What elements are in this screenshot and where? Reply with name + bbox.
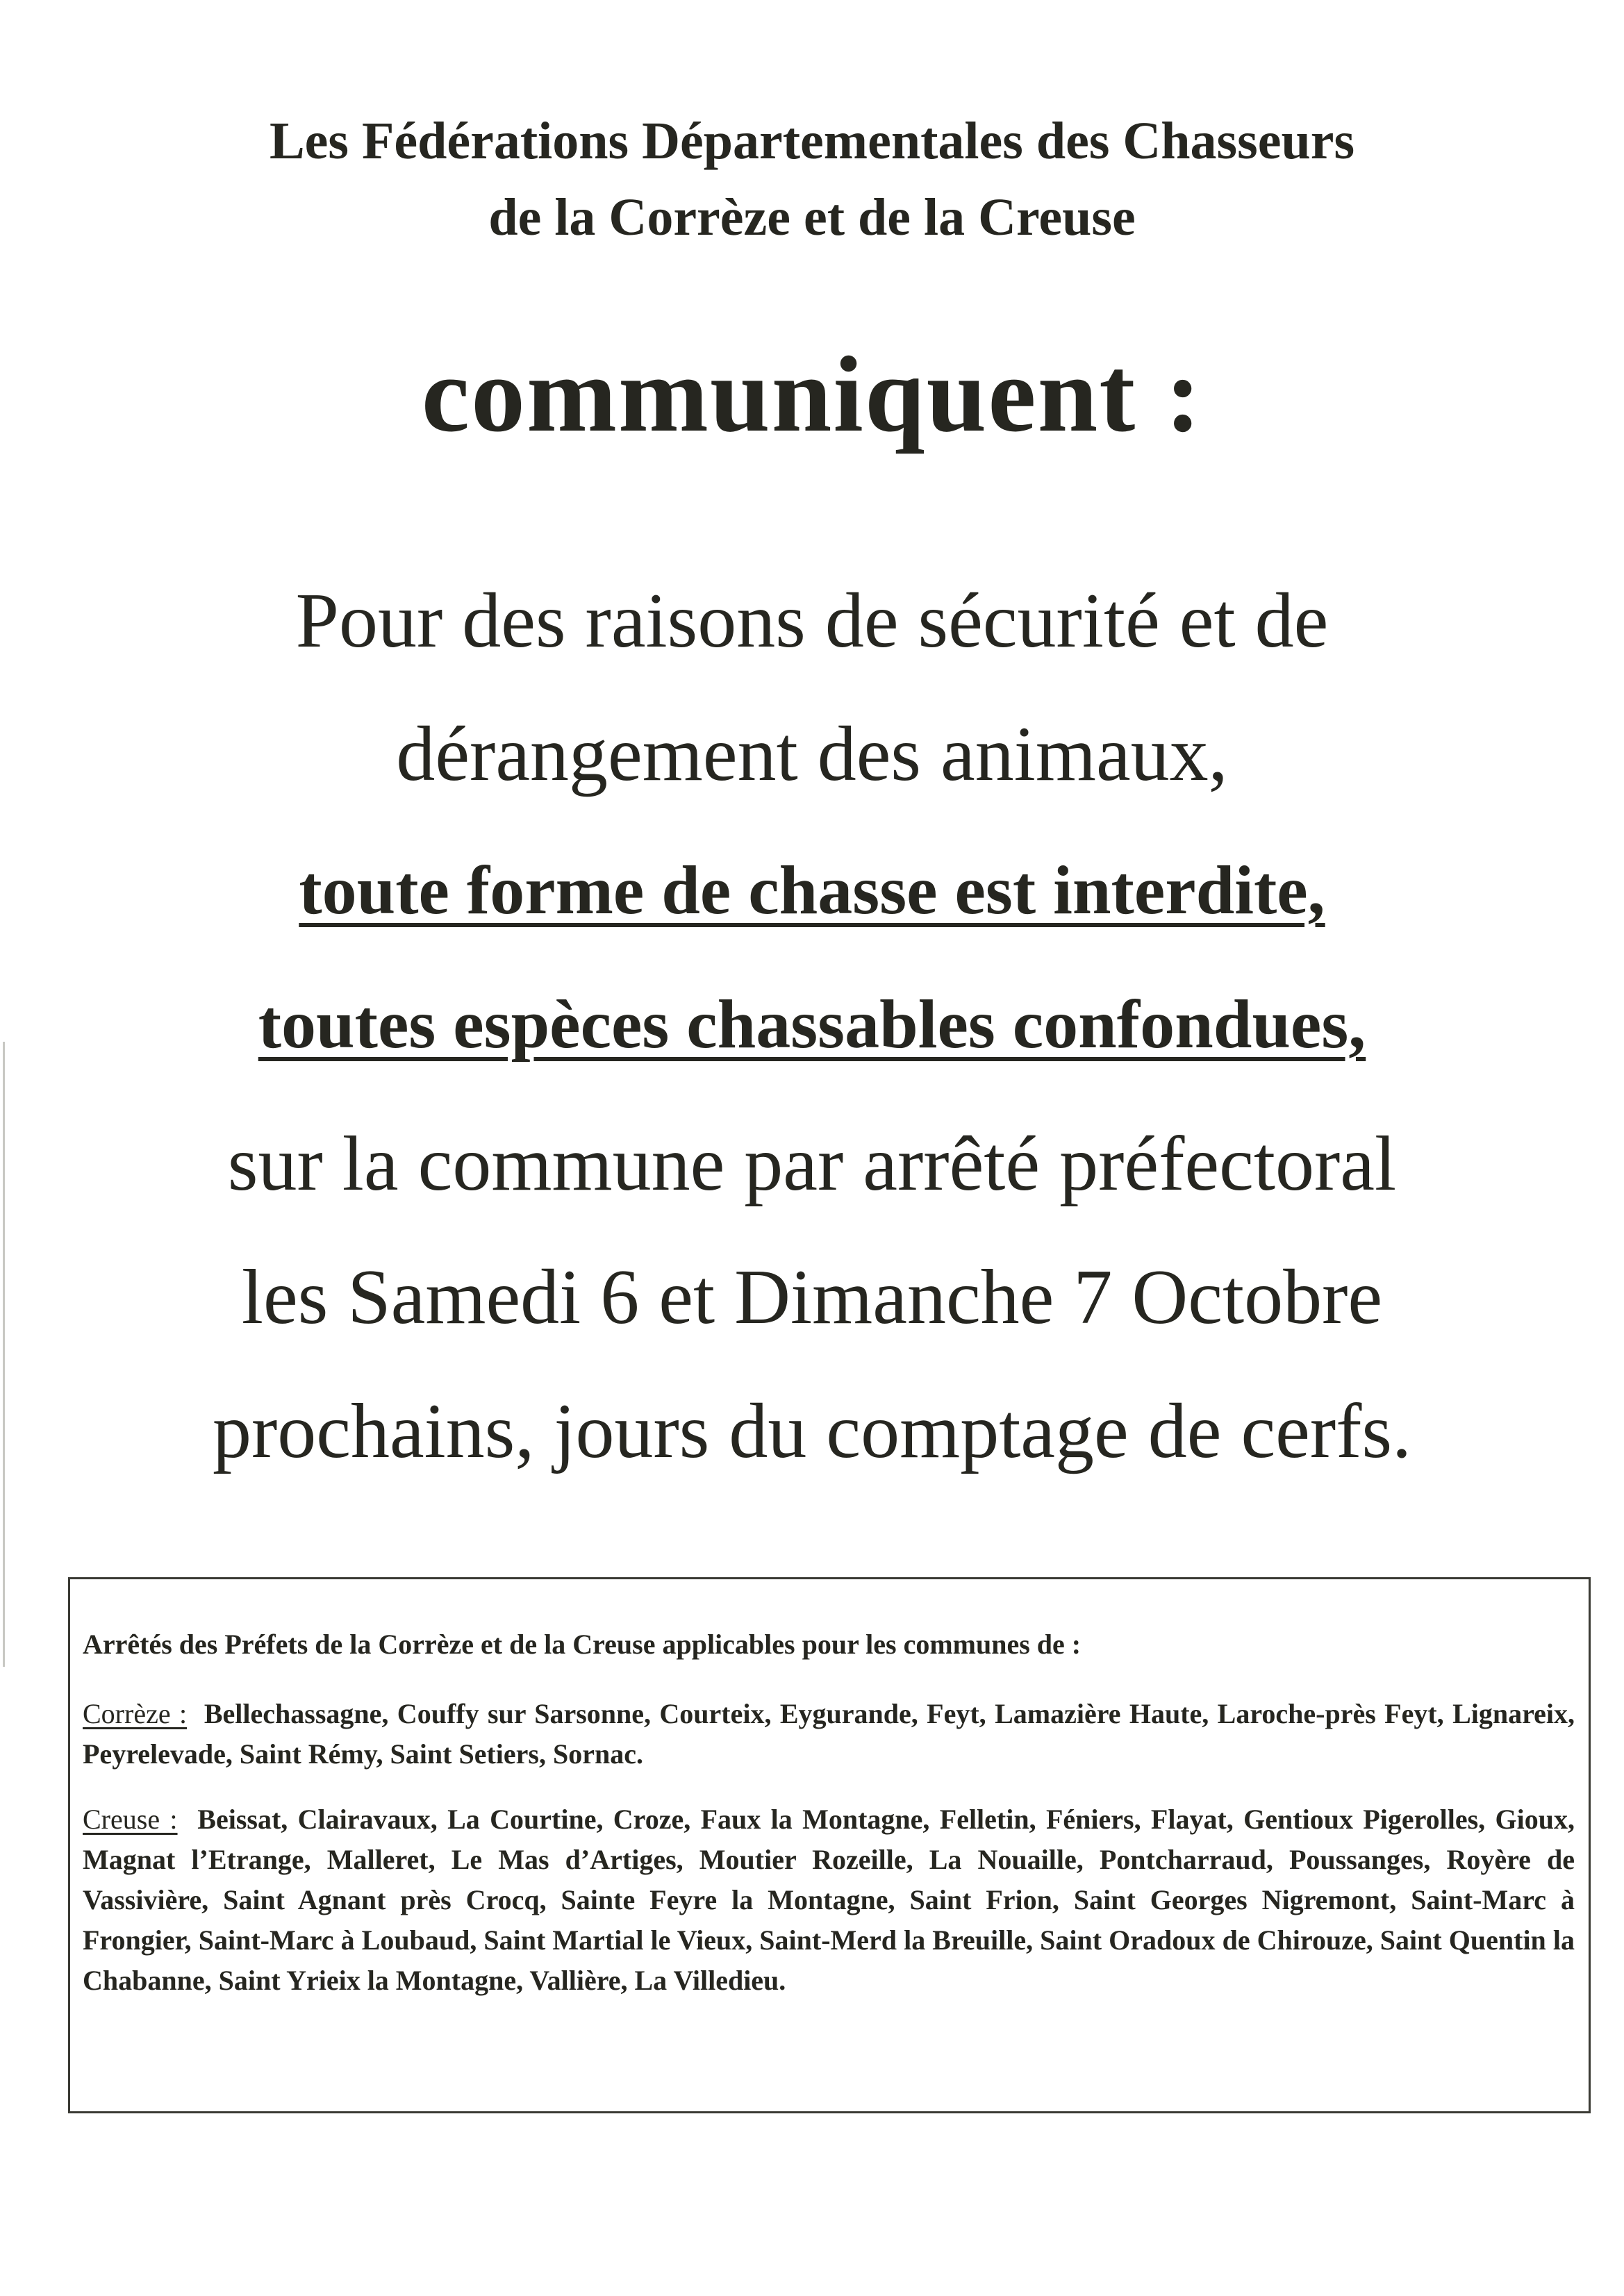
creuse-communes-paragraph — [83, 1799, 1575, 2001]
correze-label: Corrèze : — [83, 1698, 188, 1729]
main-title: communiquent : — [421, 334, 1203, 454]
creuse-label: Creuse : — [83, 1804, 178, 1835]
notice-box — [68, 1577, 1591, 2113]
notice-intro: Arrêtés des Préfets de la Corrèze et de la Creuse applicables pour les communes de : — [83, 1629, 1082, 1660]
correze-communes-paragraph — [83, 1694, 1575, 1774]
correze-communes: Bellechassagne, Couffy sur Sarsonne, Courteix, Eygurande, Feyt, Lamazière Haute, Laroche-près Feyt, Lignareix, Peyrelevade, Saint Rémy, Saint Setiers, Sornac. — [83, 1698, 1575, 1770]
message-line-1: Pour des raisons de sécurité et de — [295, 578, 1329, 664]
header-line-1: Les Fédérations Départementales des Chasseurs — [269, 112, 1355, 170]
message-line-7: prochains, jours du comptage de cerfs. — [212, 1388, 1412, 1474]
message-line-6: les Samedi 6 et Dimanche 7 Octobre — [241, 1254, 1383, 1340]
message-line-4-emphasis: toutes espèces chassables confondues, — [258, 985, 1366, 1063]
header-line-2: de la Corrèze et de la Creuse — [488, 188, 1136, 247]
message-line-3-emphasis: toute forme de chasse est interdite, — [299, 851, 1325, 929]
message-line-2: dérangement des animaux, — [396, 711, 1228, 797]
message-line-5: sur la commune par arrêté préfectoral — [227, 1121, 1397, 1207]
creuse-communes: Beissat, Clairavaux, La Courtine, Croze, Faux la Montagne, Felletin, Féniers, Flayat, Gentioux Pigerolles, Gioux, Magnat l’Etrange, Malleret, Le Mas d’Artiges, Moutier Rozeille, La Nouaille, Pontcharraud, Poussanges, Royère de Vassivière, Saint Agnant près Crocq, Sainte Feyre la Montagne, Saint Frion, Saint Georges Nigremont, Saint-Marc à Frongier, Saint-Marc à Loubaud, Saint Martial le Vieux, Saint-Merd la Breuille, Saint Oradoux de Chirouze, Saint Quentin la Chabanne, Saint Yrieix la Montagne, Vallière, La Villedieu. — [83, 1804, 1575, 1996]
